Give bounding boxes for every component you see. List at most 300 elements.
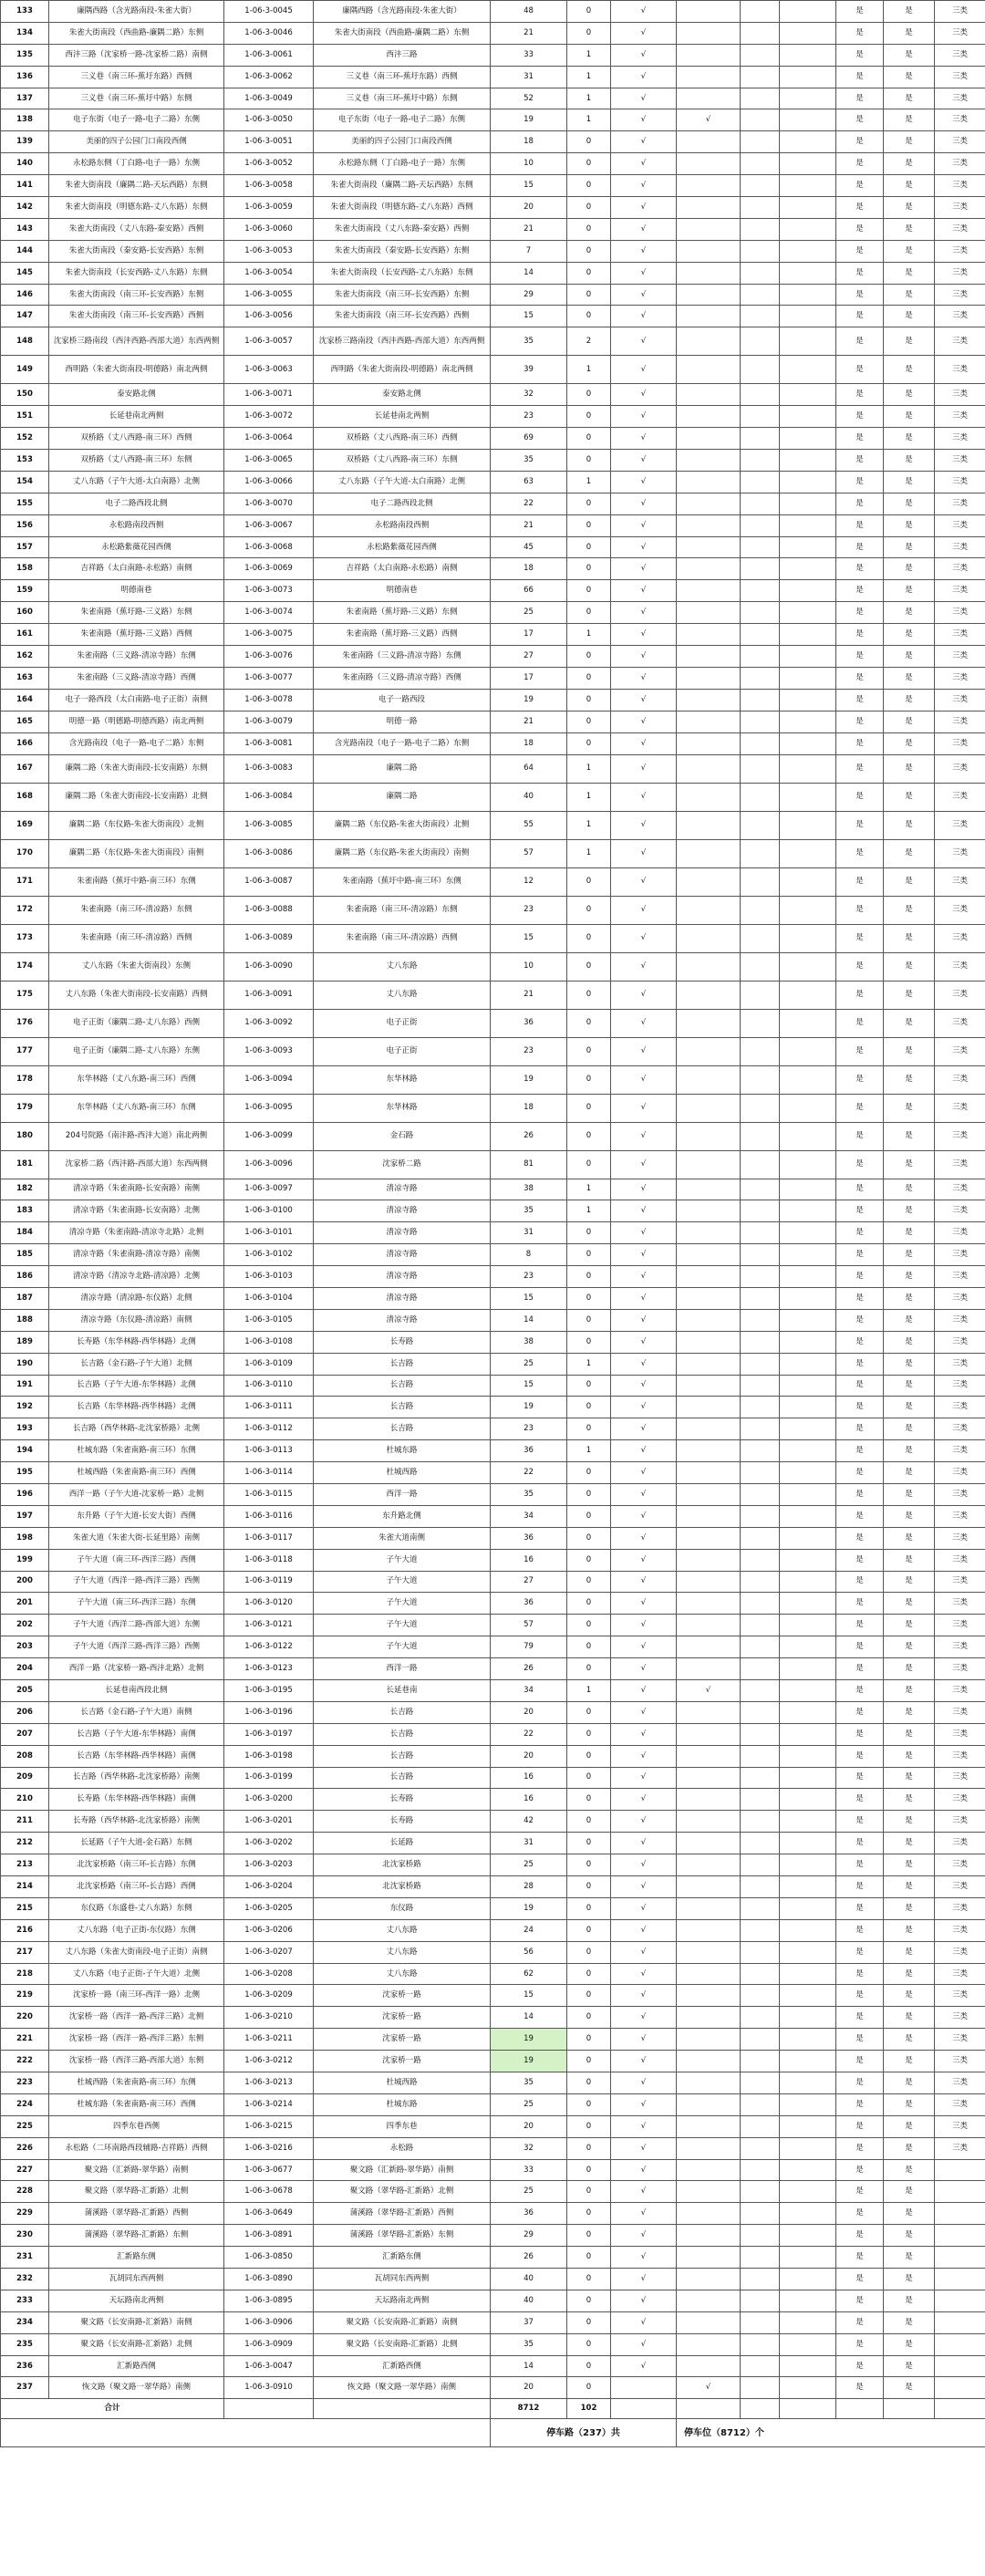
blank-cell — [741, 1065, 780, 1094]
road-name: 泰安路北侧 — [49, 384, 224, 406]
row-index: 192 — [1, 1397, 49, 1418]
blank-cell — [780, 646, 836, 668]
blank-cell — [741, 558, 780, 580]
confirm-1: 是 — [836, 131, 884, 153]
road-code: 1-06-3-0196 — [224, 1701, 314, 1723]
confirm-2: 是 — [884, 867, 935, 896]
row-index: 202 — [1, 1615, 49, 1636]
row-index: 182 — [1, 1179, 49, 1200]
road-location: 清凉寺路 — [314, 1287, 491, 1309]
confirm-2: 是 — [884, 1789, 935, 1811]
road-code: 1-06-3-0053 — [224, 240, 314, 262]
road-code: 1-06-3-0049 — [224, 88, 314, 109]
category: 三类 — [935, 624, 985, 646]
total-empty-cell — [677, 2399, 741, 2419]
blank-cell — [780, 2007, 836, 2029]
confirm-1: 是 — [836, 667, 884, 689]
road-code: 1-06-3-0088 — [224, 896, 314, 924]
category: 三类 — [935, 1266, 985, 1288]
road-code: 1-06-3-0045 — [224, 1, 314, 23]
blank-cell — [741, 783, 780, 811]
table-row — [1, 306, 985, 327]
road-name: 清凉寺路（朱雀南路-长安南路）南侧 — [49, 1179, 224, 1200]
table-row — [1, 2311, 985, 2333]
tick-mark — [677, 1266, 741, 1288]
blank-cell — [780, 981, 836, 1009]
table-row — [1, 493, 985, 514]
road-location: 永松路 — [314, 2137, 491, 2159]
confirm-2: 是 — [884, 536, 935, 558]
road-name: 东华林路（丈八东路-南三环）西侧 — [49, 1065, 224, 1094]
table-row — [1, 1037, 985, 1065]
check-mark: √ — [611, 44, 677, 66]
category: 三类 — [935, 197, 985, 219]
blank-cell — [780, 1593, 836, 1615]
road-code: 1-06-3-0195 — [224, 1679, 314, 1701]
blank-cell — [780, 1679, 836, 1701]
tick-mark — [677, 2203, 741, 2225]
category: 三类 — [935, 1222, 985, 1244]
blank-cell — [780, 1723, 836, 1745]
road-location: 沈家桥三路南段（西沣西路-西部大道）东西两侧 — [314, 327, 491, 356]
tick-mark — [677, 22, 741, 44]
tick-mark — [677, 1397, 741, 1418]
blank-cell — [741, 406, 780, 428]
road-name: 丈八东路（电子正街-子午大道）北侧 — [49, 1963, 224, 1985]
road-code: 1-06-3-0109 — [224, 1353, 314, 1375]
space-count: 23 — [491, 1266, 567, 1288]
row-index: 185 — [1, 1244, 49, 1266]
road-name: 西沣三路（沈家桥一路-沈家桥二路）南侧 — [49, 44, 224, 66]
blank-cell — [741, 1505, 780, 1527]
blank-cell — [741, 1723, 780, 1745]
space-count: 20 — [491, 2115, 567, 2137]
row-index: 207 — [1, 1723, 49, 1745]
table-row — [1, 450, 985, 472]
category: 三类 — [935, 1854, 985, 1876]
confirm-2: 是 — [884, 240, 935, 262]
blank-cell — [780, 1767, 836, 1789]
blank-cell — [780, 66, 836, 88]
confirm-2: 是 — [884, 1723, 935, 1745]
road-name: 电子正街（廉隅二路-丈八东路）西侧 — [49, 1009, 224, 1037]
table-row — [1, 1483, 985, 1505]
confirm-2: 是 — [884, 1065, 935, 1094]
space-count: 79 — [491, 1636, 567, 1658]
road-code: 1-06-3-0890 — [224, 2269, 314, 2290]
blank-cell — [780, 1658, 836, 1680]
space-count: 19 — [491, 2051, 567, 2072]
road-location: 廉隅二路 — [314, 783, 491, 811]
blank-cell — [780, 262, 836, 284]
confirm-1: 是 — [836, 2029, 884, 2051]
check-mark: √ — [611, 88, 677, 109]
road-name: 明德南巷 — [49, 580, 224, 602]
tick-mark — [677, 306, 741, 327]
berth-count: 0 — [567, 667, 611, 689]
road-location: 丈八东路（子午大道-太白南路）北侧 — [314, 471, 491, 493]
blank-cell — [741, 109, 780, 131]
road-location: 永松路东侧（丁白路-电子一路）东侧 — [314, 153, 491, 175]
tick-mark — [677, 1593, 741, 1615]
blank-cell — [780, 732, 836, 754]
road-code: 1-06-3-0649 — [224, 2203, 314, 2225]
category: 三类 — [935, 1331, 985, 1353]
table-row — [1, 1571, 985, 1593]
berth-count: 0 — [567, 1811, 611, 1833]
row-index: 151 — [1, 406, 49, 428]
space-count: 15 — [491, 306, 567, 327]
confirm-2: 是 — [884, 2377, 935, 2399]
space-count: 57 — [491, 839, 567, 867]
confirm-1: 是 — [836, 811, 884, 839]
tick-mark — [677, 1418, 741, 1440]
tick-mark — [677, 1549, 741, 1571]
road-code: 1-06-3-0087 — [224, 867, 314, 896]
space-count: 19 — [491, 1065, 567, 1094]
row-index: 233 — [1, 2290, 49, 2311]
total-row — [1, 2399, 985, 2419]
blank-cell — [741, 580, 780, 602]
berth-count: 0 — [567, 450, 611, 472]
blank-cell — [741, 493, 780, 514]
road-code: 1-06-3-0094 — [224, 1065, 314, 1094]
check-mark: √ — [611, 1941, 677, 1963]
category: 三类 — [935, 218, 985, 240]
berth-count: 0 — [567, 1331, 611, 1353]
category: 三类 — [935, 1985, 985, 2007]
road-name: 长寿路（东华林路-西华林路）北侧 — [49, 1331, 224, 1353]
row-index: 199 — [1, 1549, 49, 1571]
road-location: 朱雀南路（三义路-清凉寺路）东侧 — [314, 646, 491, 668]
road-name: 清凉寺路（朱雀南路-长安南路）北侧 — [49, 1200, 224, 1222]
table-row — [1, 2290, 985, 2311]
category: 三类 — [935, 175, 985, 197]
space-count: 35 — [491, 1200, 567, 1222]
road-code: 1-06-3-0208 — [224, 1963, 314, 1985]
check-mark: √ — [611, 1179, 677, 1200]
tick-mark — [677, 1615, 741, 1636]
check-mark: √ — [611, 867, 677, 896]
blank-cell — [780, 1122, 836, 1150]
check-mark: √ — [611, 1505, 677, 1527]
road-code: 1-06-3-0046 — [224, 22, 314, 44]
blank-cell — [780, 2203, 836, 2225]
road-name: 清凉寺路（清凉路-东仪路）北侧 — [49, 1287, 224, 1309]
blank-cell — [780, 1919, 836, 1941]
road-code: 1-06-3-0201 — [224, 1811, 314, 1833]
confirm-1: 是 — [836, 783, 884, 811]
road-code: 1-06-3-0104 — [224, 1287, 314, 1309]
space-count: 55 — [491, 811, 567, 839]
blank-cell — [741, 514, 780, 536]
road-location: 朱雀大街南段（南三环-长安西路）东侧 — [314, 284, 491, 306]
road-name: 朱雀南路（三义路-清凉寺路）东侧 — [49, 646, 224, 668]
berth-count: 0 — [567, 218, 611, 240]
table-row — [1, 1658, 985, 1680]
confirm-2: 是 — [884, 732, 935, 754]
blank-cell — [780, 1009, 836, 1037]
confirm-2: 是 — [884, 131, 935, 153]
road-code: 1-06-3-0116 — [224, 1505, 314, 1527]
total-berths: 102 — [567, 2399, 611, 2419]
row-index: 213 — [1, 1854, 49, 1876]
blank-cell — [780, 1505, 836, 1527]
road-location: 长吉路 — [314, 1745, 491, 1767]
blank-cell — [741, 450, 780, 472]
space-count: 31 — [491, 66, 567, 88]
blank-cell — [780, 2225, 836, 2247]
berth-count: 0 — [567, 1094, 611, 1122]
table-row — [1, 1854, 985, 1876]
row-index: 210 — [1, 1789, 49, 1811]
road-location: 双桥路（丈八西路-南三环）东侧 — [314, 450, 491, 472]
row-index: 135 — [1, 44, 49, 66]
blank-cell — [741, 1811, 780, 1833]
space-count: 36 — [491, 1593, 567, 1615]
check-mark: √ — [611, 1244, 677, 1266]
tick-mark — [677, 952, 741, 981]
road-location: 北沈家桥路 — [314, 1876, 491, 1898]
space-count: 45 — [491, 536, 567, 558]
confirm-2: 是 — [884, 1897, 935, 1919]
road-name: 聚文路（长安南路-汇新路）南侧 — [49, 2311, 224, 2333]
confirm-1: 是 — [836, 2093, 884, 2115]
row-index: 181 — [1, 1150, 49, 1179]
blank-cell — [741, 1150, 780, 1179]
tick-mark — [677, 2072, 741, 2094]
space-count: 56 — [491, 1941, 567, 1963]
category: 三类 — [935, 1440, 985, 1462]
road-location: 朱雀大道南侧 — [314, 1527, 491, 1549]
category: 三类 — [935, 1701, 985, 1723]
table-row — [1, 327, 985, 356]
confirm-1: 是 — [836, 22, 884, 44]
category: 三类 — [935, 580, 985, 602]
confirm-1: 是 — [836, 88, 884, 109]
blank-cell — [780, 1745, 836, 1767]
check-mark: √ — [611, 1549, 677, 1571]
total-empty-cell — [935, 2399, 985, 2419]
row-index: 133 — [1, 1, 49, 23]
berth-count: 1 — [567, 356, 611, 384]
check-mark: √ — [611, 1065, 677, 1094]
road-location: 朱雀大街南段（明德东路-丈八东路）西侧 — [314, 197, 491, 219]
tick-mark — [677, 2333, 741, 2355]
road-name: 廉隅二路（朱雀大街南段-长安南路）东侧 — [49, 754, 224, 783]
road-location: 电子正街 — [314, 1037, 491, 1065]
category: 三类 — [935, 754, 985, 783]
berth-count: 0 — [567, 536, 611, 558]
blank-cell — [741, 1679, 780, 1701]
road-location: 西沣三路 — [314, 44, 491, 66]
confirm-1: 是 — [836, 109, 884, 131]
confirm-2: 是 — [884, 1505, 935, 1527]
road-code: 1-06-3-0076 — [224, 646, 314, 668]
check-mark: √ — [611, 1331, 677, 1353]
category: 三类 — [935, 1009, 985, 1037]
check-mark: √ — [611, 1122, 677, 1150]
table-row — [1, 2159, 985, 2181]
road-location: 吉祥路（太白南路-永松路）南侧 — [314, 558, 491, 580]
category: 三类 — [935, 896, 985, 924]
road-location: 西明路（朱雀大街南段-明德路）南北两侧 — [314, 356, 491, 384]
blank-cell — [780, 218, 836, 240]
berth-count: 0 — [567, 1941, 611, 1963]
confirm-1: 是 — [836, 1854, 884, 1876]
tick-mark — [677, 471, 741, 493]
confirm-1: 是 — [836, 493, 884, 514]
check-mark: √ — [611, 667, 677, 689]
tick-mark — [677, 2269, 741, 2290]
row-index: 162 — [1, 646, 49, 668]
space-count: 36 — [491, 1440, 567, 1462]
table-row — [1, 1679, 985, 1701]
blank-cell — [780, 1309, 836, 1331]
confirm-2: 是 — [884, 558, 935, 580]
berth-count: 0 — [567, 493, 611, 514]
tick-mark — [677, 1331, 741, 1353]
category: 三类 — [935, 1065, 985, 1094]
table-row — [1, 2225, 985, 2247]
tick-mark — [677, 384, 741, 406]
category — [935, 2247, 985, 2269]
confirm-1: 是 — [836, 1658, 884, 1680]
berth-count: 0 — [567, 1222, 611, 1244]
tick-mark — [677, 1658, 741, 1680]
confirm-2: 是 — [884, 44, 935, 66]
table-row — [1, 839, 985, 867]
berth-count: 0 — [567, 981, 611, 1009]
blank-cell — [741, 981, 780, 1009]
check-mark — [611, 2377, 677, 2399]
confirm-1: 是 — [836, 646, 884, 668]
road-code: 1-06-3-0075 — [224, 624, 314, 646]
blank-cell — [780, 711, 836, 732]
row-index: 234 — [1, 2311, 49, 2333]
road-code: 1-06-3-0062 — [224, 66, 314, 88]
category: 三类 — [935, 1527, 985, 1549]
berth-count: 1 — [567, 1200, 611, 1222]
road-name: 长延巷南西段北侧 — [49, 1679, 224, 1701]
summary-spots: 停车位（8712）个 — [677, 2419, 985, 2447]
tick-mark — [677, 1985, 741, 2007]
confirm-1: 是 — [836, 1483, 884, 1505]
road-code: 1-06-3-0910 — [224, 2377, 314, 2399]
check-mark: √ — [611, 624, 677, 646]
table-row — [1, 1150, 985, 1179]
category — [935, 2311, 985, 2333]
row-index: 197 — [1, 1505, 49, 1527]
blank-cell — [780, 514, 836, 536]
category: 三类 — [935, 450, 985, 472]
road-location: 金石路 — [314, 1122, 491, 1150]
check-mark: √ — [611, 384, 677, 406]
row-index: 180 — [1, 1122, 49, 1150]
confirm-1: 是 — [836, 867, 884, 896]
row-index: 138 — [1, 109, 49, 131]
tick-mark — [677, 1122, 741, 1150]
berth-count: 0 — [567, 646, 611, 668]
confirm-1: 是 — [836, 558, 884, 580]
category: 三类 — [935, 384, 985, 406]
row-index: 142 — [1, 197, 49, 219]
category: 三类 — [935, 327, 985, 356]
row-index: 189 — [1, 1331, 49, 1353]
confirm-1: 是 — [836, 1767, 884, 1789]
category — [935, 2203, 985, 2225]
confirm-1: 是 — [836, 1094, 884, 1122]
confirm-1: 是 — [836, 2051, 884, 2072]
berth-count: 0 — [567, 1745, 611, 1767]
road-name: 长寿路（西华林路-北沈家桥路）南侧 — [49, 1811, 224, 1833]
table-row — [1, 2377, 985, 2399]
check-mark: √ — [611, 1919, 677, 1941]
berth-count: 0 — [567, 2181, 611, 2203]
road-location: 聚文路（长安南路-汇新路）北侧 — [314, 2333, 491, 2355]
space-count: 36 — [491, 1009, 567, 1037]
tick-mark — [677, 1767, 741, 1789]
space-count: 36 — [491, 2203, 567, 2225]
blank-cell — [780, 1636, 836, 1658]
confirm-1: 是 — [836, 1789, 884, 1811]
row-index: 209 — [1, 1767, 49, 1789]
road-code: 1-06-3-0052 — [224, 153, 314, 175]
road-name: 汇新路东侧 — [49, 2247, 224, 2269]
tick-mark — [677, 1037, 741, 1065]
road-location: 长延巷南 — [314, 1679, 491, 1701]
tick-mark — [677, 1963, 741, 1985]
road-name: 朱雀大街南段（南三环-长安西路）西侧 — [49, 306, 224, 327]
blank-cell — [780, 1941, 836, 1963]
berth-count: 0 — [567, 2203, 611, 2225]
road-code: 1-06-3-0097 — [224, 1179, 314, 1200]
blank-cell — [741, 646, 780, 668]
category: 三类 — [935, 867, 985, 896]
total-empty-cell — [741, 2399, 780, 2419]
blank-cell — [780, 896, 836, 924]
berth-count: 0 — [567, 2290, 611, 2311]
confirm-1: 是 — [836, 1636, 884, 1658]
blank-cell — [780, 580, 836, 602]
category: 三类 — [935, 1941, 985, 1963]
space-count: 14 — [491, 2007, 567, 2029]
blank-cell — [780, 493, 836, 514]
table-row — [1, 689, 985, 711]
berth-count: 0 — [567, 1767, 611, 1789]
confirm-1: 是 — [836, 2203, 884, 2225]
confirm-1: 是 — [836, 732, 884, 754]
category: 三类 — [935, 1789, 985, 1811]
berth-count: 0 — [567, 602, 611, 624]
space-count: 19 — [491, 689, 567, 711]
blank-cell — [741, 867, 780, 896]
space-count: 39 — [491, 356, 567, 384]
road-location: 长吉路 — [314, 1375, 491, 1397]
berth-count: 0 — [567, 867, 611, 896]
road-name: 吉祥路（太白南路-永松路）南侧 — [49, 558, 224, 580]
blank-cell — [780, 602, 836, 624]
road-location: 西洋一路 — [314, 1483, 491, 1505]
berth-count: 0 — [567, 2115, 611, 2137]
summary-empty-cell — [1, 2419, 491, 2447]
space-count: 27 — [491, 1571, 567, 1593]
tick-mark: √ — [677, 109, 741, 131]
road-name: 清凉寺路（朱雀南路-清凉寺北路）北侧 — [49, 1222, 224, 1244]
blank-cell — [780, 109, 836, 131]
confirm-1: 是 — [836, 2159, 884, 2181]
berth-count: 0 — [567, 2093, 611, 2115]
